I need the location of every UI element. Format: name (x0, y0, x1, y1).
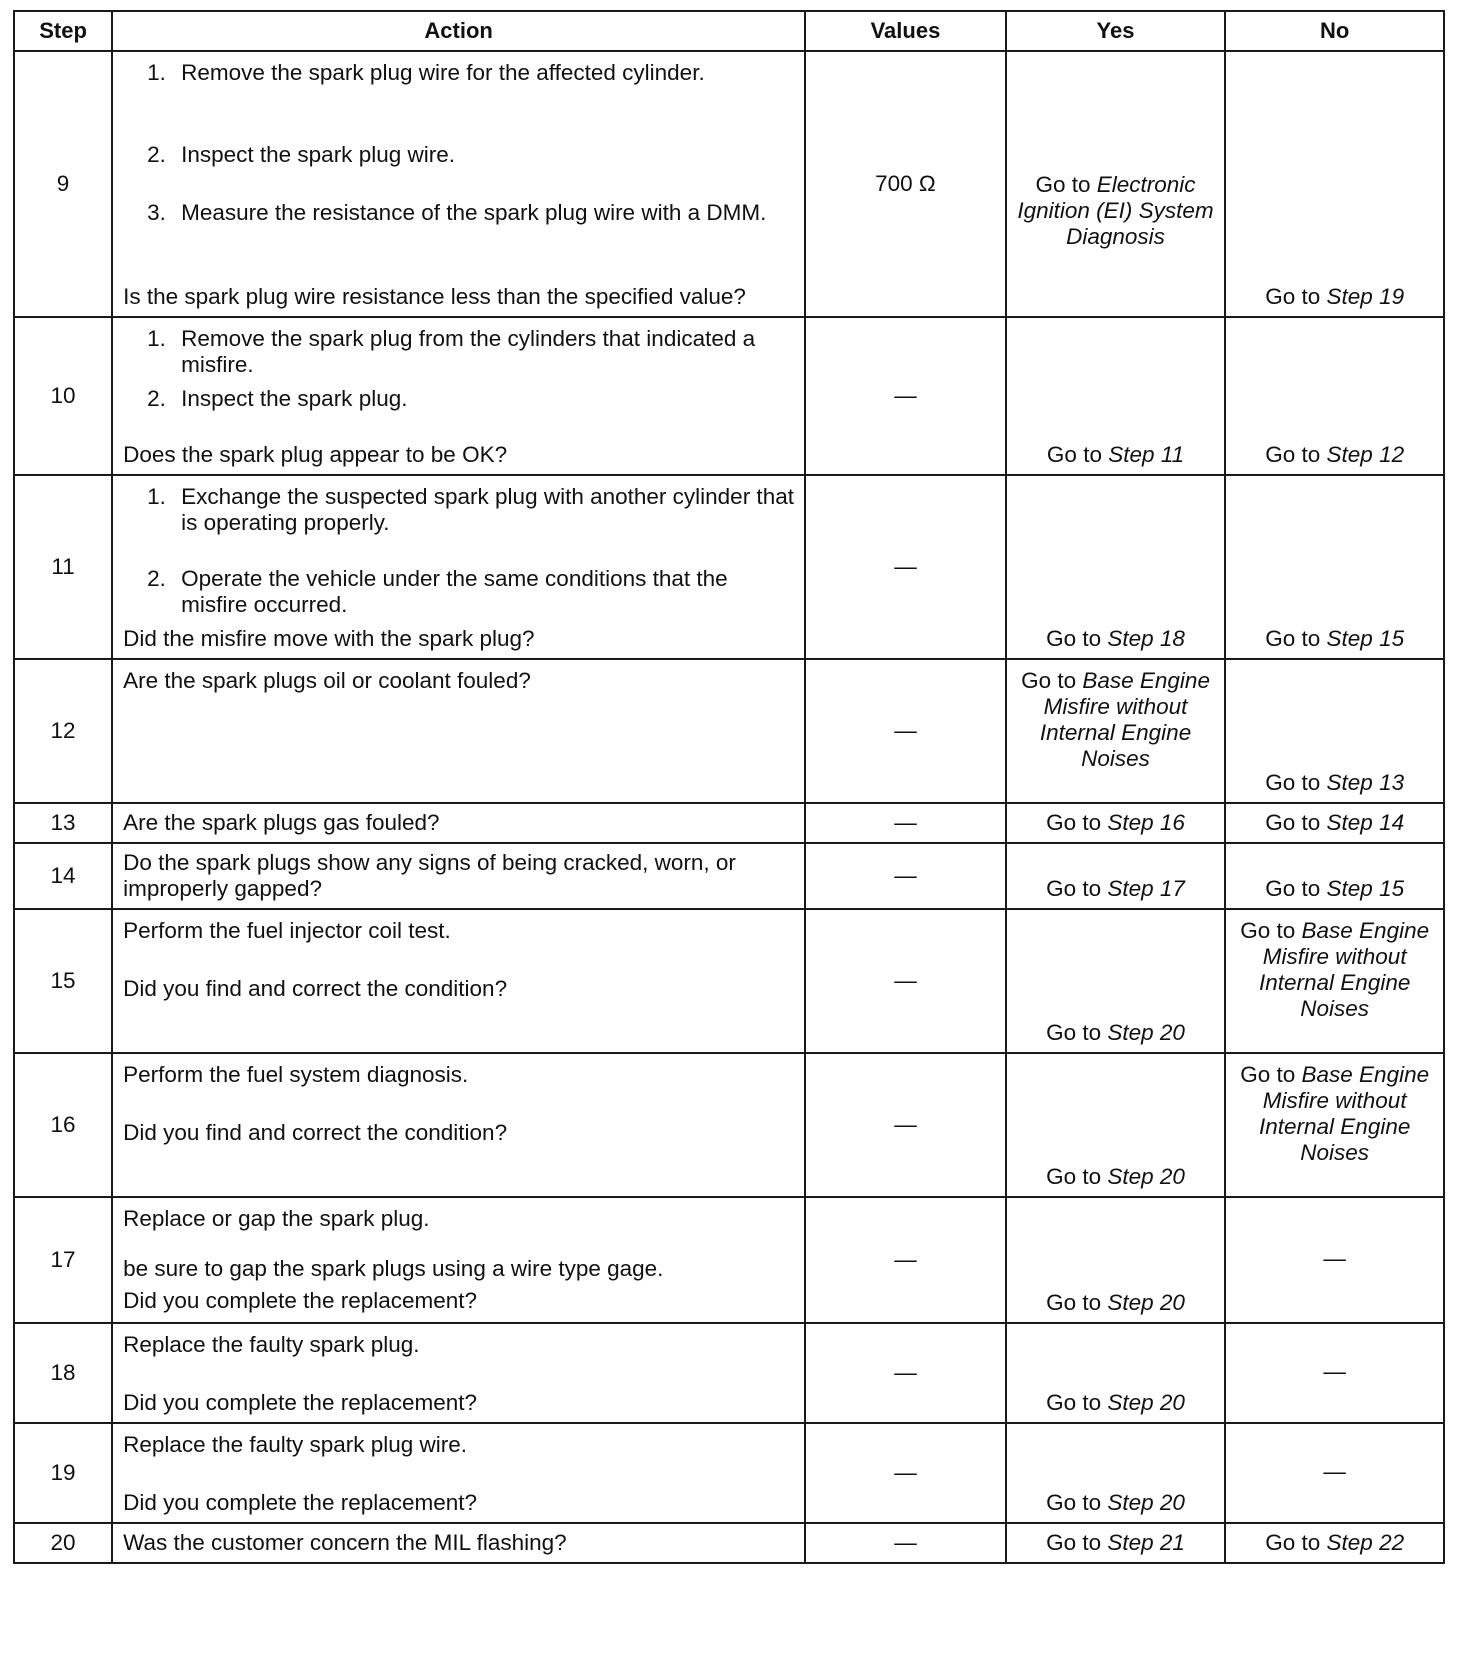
action-cell (112, 1197, 805, 1323)
step-number: 10 (14, 317, 112, 475)
header-yes: Yes (1006, 11, 1226, 51)
no-cell: Go to Step 15 (1225, 475, 1444, 659)
action-cell (112, 1053, 805, 1197)
substep: 2. Inspect the spark plug wire. (147, 142, 455, 167)
action-question: Does the spark plug appear to be OK? (123, 442, 508, 467)
table-row (14, 1323, 1444, 1423)
no-cell: Go to Base Engine Misfire without Internal Engine Noises (1225, 1053, 1444, 1197)
step-number: 20 (14, 1523, 112, 1563)
action-instruction: Replace or gap the spark plug. (123, 1206, 430, 1231)
yes-link[interactable]: Electronic Ignition (EI) System Diagnosis (1017, 172, 1214, 249)
value-cell: — (805, 1523, 1005, 1563)
table-row (14, 1523, 1444, 1563)
value-cell: — (805, 1423, 1005, 1523)
table-row (14, 843, 1444, 909)
yes-cell: Go to Step 16 (1006, 803, 1226, 843)
substep-list (123, 60, 794, 226)
table-row (14, 1053, 1444, 1197)
yes-link[interactable]: Base Engine Misfire without Internal Engine Noises (1039, 668, 1210, 771)
value-cell: — (805, 659, 1005, 803)
yes-cell: Go to Step 21 (1006, 1523, 1226, 1563)
table-row (14, 1423, 1444, 1523)
action-question: Did you complete the replacement? (123, 1288, 478, 1313)
action-instruction: Perform the fuel system diagnosis. (123, 1062, 469, 1087)
diagnostic-table (13, 10, 1445, 1564)
action-cell (112, 317, 805, 475)
substep: 1. Remove the spark plug wire for the affected cylinder. (147, 60, 705, 85)
value-cell: — (805, 317, 1005, 475)
action-question: Did the misfire move with the spark plug? (123, 626, 535, 651)
header-no: No (1225, 11, 1444, 51)
table-row (14, 659, 1444, 803)
yes-cell: Go to Step 17 (1006, 843, 1226, 909)
substep: 3. Measure the resistance of the spark plug wire with a DMM. (147, 200, 767, 225)
yes-cell: Go to Electronic Ignition (EI) System Diagnosis (1006, 51, 1226, 317)
yes-cell: Go to Step 18 (1006, 475, 1226, 659)
yes-link[interactable]: Step 20 (1107, 1490, 1185, 1515)
no-cell: Go to Step 13 (1225, 659, 1444, 803)
step-number: 16 (14, 1053, 112, 1197)
step-number: 9 (14, 51, 112, 317)
no-cell: Go to Step 19 (1225, 51, 1444, 317)
no-link[interactable]: Base Engine Misfire without Internal Engine Noises (1259, 918, 1430, 1021)
value-cell: 700 Ω (805, 51, 1005, 317)
table-row (14, 909, 1444, 1053)
substep: 2. Operate the vehicle under the same conditions that the misfire occurred. (147, 566, 728, 617)
value-cell: — (805, 475, 1005, 659)
yes-link[interactable]: Step 16 (1107, 810, 1185, 835)
table-row (14, 317, 1444, 475)
yes-cell: Go to Step 20 (1006, 1323, 1226, 1423)
table-row (14, 803, 1444, 843)
header-action: Action (112, 11, 805, 51)
yes-link[interactable]: Step 17 (1107, 876, 1185, 901)
no-cell: — (1225, 1423, 1444, 1523)
action-question: Did you complete the replacement? (123, 1390, 478, 1415)
step-number: 13 (14, 803, 112, 843)
yes-link[interactable]: Step 20 (1107, 1020, 1185, 1045)
no-link[interactable]: Step 13 (1326, 770, 1405, 795)
step-number: 12 (14, 659, 112, 803)
action-cell (112, 1323, 805, 1423)
no-cell: Go to Step 15 (1225, 843, 1444, 909)
no-cell: Go to Step 12 (1225, 317, 1444, 475)
value-cell: — (805, 1323, 1005, 1423)
no-link[interactable]: Step 22 (1326, 1530, 1405, 1555)
action-cell: Are the spark plugs oil or coolant fouled? (112, 659, 805, 803)
action-question: Did you complete the replacement? (123, 1490, 478, 1515)
yes-link[interactable]: Step 11 (1108, 442, 1185, 467)
action-instruction: Replace the faulty spark plug wire. (123, 1432, 468, 1457)
substep: 1. Exchange the suspected spark plug with another cylinder that is operating properly. (147, 484, 794, 535)
yes-cell: Go to Step 20 (1006, 1423, 1226, 1523)
yes-link[interactable]: Step 18 (1107, 626, 1185, 651)
header-values: Values (805, 11, 1005, 51)
action-cell (112, 909, 805, 1053)
yes-cell: Go to Step 11 (1006, 317, 1226, 475)
no-cell: Go to Step 22 (1225, 1523, 1444, 1563)
step-number: 19 (14, 1423, 112, 1523)
no-link[interactable]: Step 14 (1326, 810, 1405, 835)
action-instruction: Replace the faulty spark plug. (123, 1332, 420, 1357)
table-row (14, 475, 1444, 659)
no-link[interactable]: Step 12 (1326, 442, 1405, 467)
step-number: 11 (14, 475, 112, 659)
step-number: 15 (14, 909, 112, 1053)
action-question: Did you find and correct the condition? (123, 976, 508, 1001)
table-header-row (14, 11, 1444, 51)
yes-link[interactable]: Step 21 (1107, 1530, 1185, 1555)
yes-cell: Go to Step 20 (1006, 1197, 1226, 1323)
yes-cell: Go to Base Engine Misfire without Internal Engine Noises (1006, 659, 1226, 803)
substep: 1. Remove the spark plug from the cylinders that indicated a misfire. (147, 326, 756, 377)
value-cell: — (805, 909, 1005, 1053)
no-link[interactable]: Base Engine Misfire without Internal Engine Noises (1259, 1062, 1430, 1165)
no-link[interactable]: Step 15 (1326, 876, 1405, 901)
table-row (14, 51, 1444, 317)
substep: 2. Inspect the spark plug. (147, 386, 408, 411)
action-note: be sure to gap the spark plugs using a wire type gage. (123, 1256, 664, 1281)
yes-link[interactable]: Step 20 (1107, 1164, 1185, 1189)
action-cell: Are the spark plugs gas fouled? (112, 803, 805, 843)
value-cell: — (805, 1053, 1005, 1197)
value-cell: — (805, 803, 1005, 843)
header-step: Step (14, 11, 112, 51)
no-cell: Go to Step 14 (1225, 803, 1444, 843)
step-number: 17 (14, 1197, 112, 1323)
no-cell: — (1225, 1323, 1444, 1423)
yes-cell: Go to Step 20 (1006, 1053, 1226, 1197)
no-cell: Go to Base Engine Misfire without Internal Engine Noises (1225, 909, 1444, 1053)
yes-link[interactable]: Step 20 (1107, 1290, 1185, 1315)
action-cell (112, 475, 805, 659)
action-cell (112, 1423, 805, 1523)
step-number: 18 (14, 1323, 112, 1423)
substep-list (123, 484, 794, 618)
yes-link[interactable]: Step 20 (1107, 1390, 1185, 1415)
yes-cell: Go to Step 20 (1006, 909, 1226, 1053)
value-cell: — (805, 1197, 1005, 1323)
substep-list (123, 326, 794, 412)
action-question: Did you find and correct the condition? (123, 1120, 508, 1145)
action-cell: Was the customer concern the MIL flashing? (112, 1523, 805, 1563)
action-cell: Do the spark plugs show any signs of being cracked, worn, or improperly gapped? (112, 843, 805, 909)
table-row (14, 1197, 1444, 1323)
action-instruction: Perform the fuel injector coil test. (123, 918, 451, 943)
value-cell: — (805, 843, 1005, 909)
action-cell (112, 51, 805, 317)
no-link[interactable]: Step 15 (1326, 626, 1405, 651)
action-question: Is the spark plug wire resistance less than the specified value? (123, 284, 746, 309)
no-link[interactable]: Step 19 (1326, 284, 1405, 309)
no-cell: — (1225, 1197, 1444, 1323)
step-number: 14 (14, 843, 112, 909)
